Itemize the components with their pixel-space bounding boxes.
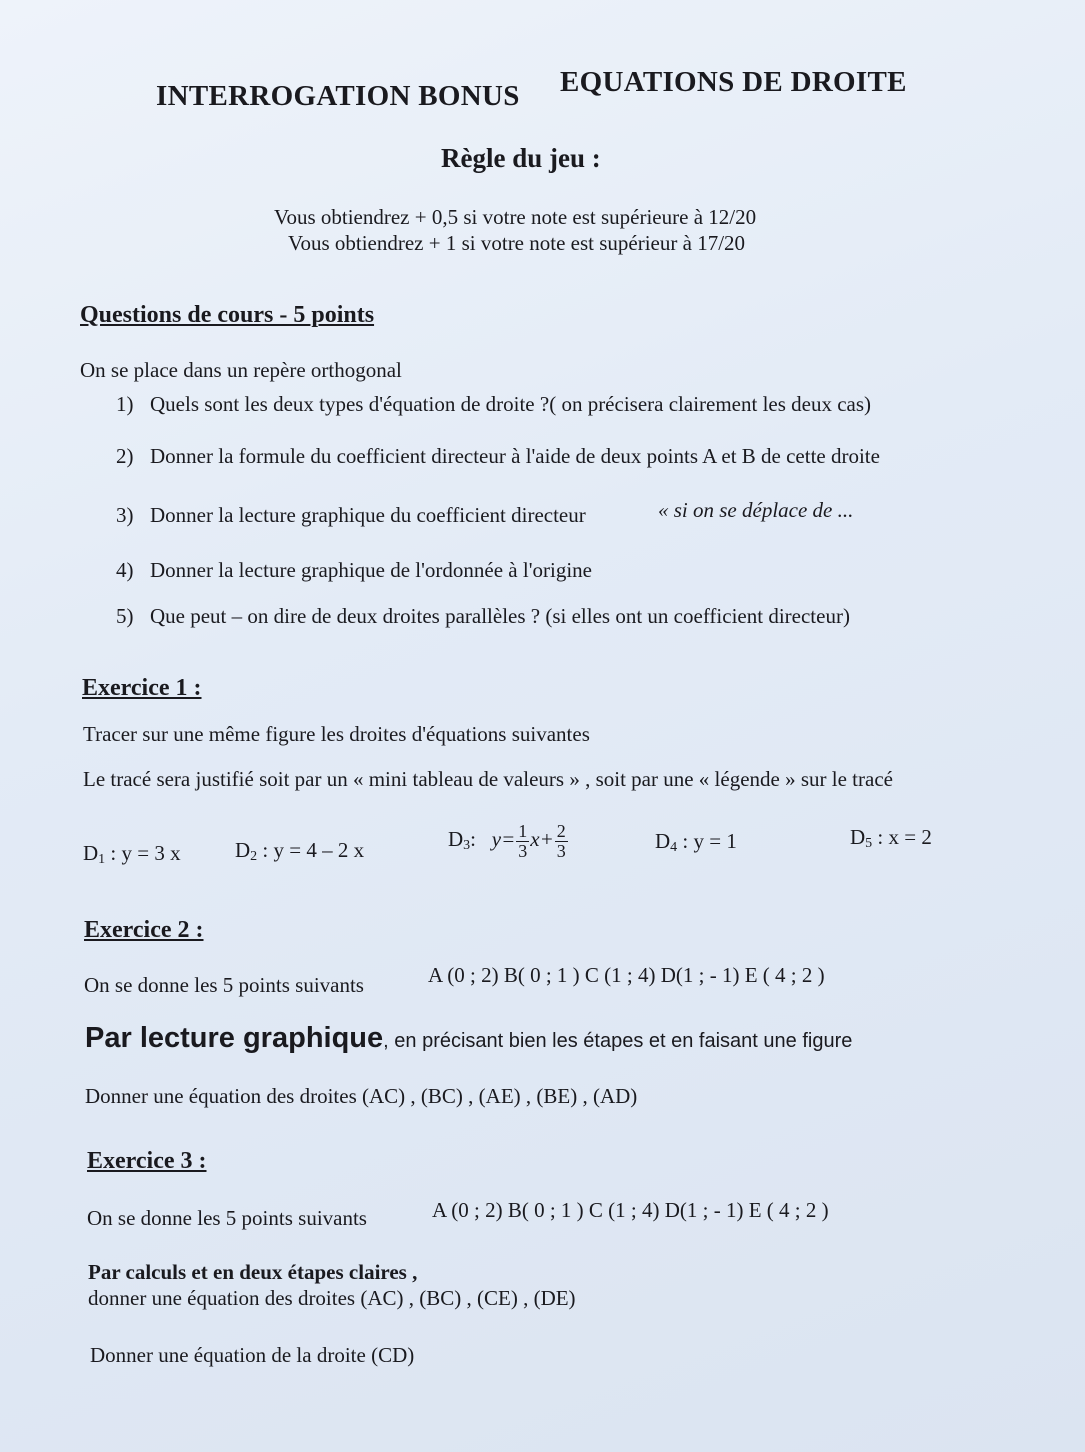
question-number: 2) — [116, 444, 134, 468]
d3-subscript: 3 — [463, 838, 471, 854]
ex3-points: A (0 ; 2) B( 0 ; 1 ) C (1 ; 4) D(1 ; - 1) E ( 4 ; 2 ) — [432, 1198, 829, 1222]
question-3 — [116, 503, 586, 528]
d3-x-plus: x+ — [530, 827, 554, 852]
fraction-one-third — [516, 822, 529, 861]
ex3-calc-task: donner une équation des droites (AC) , (BC) , (CE) , (DE) — [88, 1286, 576, 1310]
question-text: Donner la lecture graphique du coefficient directeur — [150, 503, 586, 527]
question-text: Donner la lecture graphique de l'ordonnée à l'origine — [150, 558, 592, 582]
d4-label: D — [655, 829, 671, 853]
question-text: Donner la formule du coefficient directeur à l'aide de deux points A et B de cette droite — [150, 444, 880, 468]
d2-subscript: 2 — [250, 849, 258, 864]
question-text: Quels sont les deux types d'équation de droite ?( on précisera clairement les deux cas) — [150, 392, 872, 416]
title-left: INTERROGATION BONUS — [156, 80, 520, 112]
denominator: 3 — [518, 840, 528, 861]
rule-line-1: Vous obtiendrez + 0,5 si votre note est supérieure à 12/20 — [274, 205, 757, 229]
ex2-task: Donner une équation des droites (AC) , (BC) , (AE) , (BE) , (AD) — [85, 1084, 638, 1108]
question-number: 5) — [116, 604, 134, 628]
fraction-two-thirds — [555, 822, 568, 861]
question-5 — [116, 604, 850, 629]
question-text: Que peut – on dire de deux droites parallèles ? (si elles ont un coefficient directeur) — [150, 604, 850, 628]
cours-heading: Questions de cours - 5 points — [80, 302, 375, 328]
cours-intro: On se place dans un repère orthogonal — [80, 358, 402, 382]
ex1-heading: Exercice 1 : — [82, 675, 202, 701]
question-2 — [116, 444, 880, 469]
question-number: 3) — [116, 503, 134, 527]
question-3-hint: « si on se déplace de ... — [658, 498, 854, 522]
ex2-heading: Exercice 2 : — [84, 917, 204, 943]
ex1-line-1: Tracer sur une même figure les droites d'équations suivantes — [83, 722, 590, 746]
ex2-points-intro: On se donne les 5 points suivants — [84, 973, 364, 997]
question-number: 4) — [116, 558, 134, 582]
ex2-points: A (0 ; 2) B( 0 ; 1 ) C (1 ; 4) D(1 ; - 1) E ( 4 ; 2 ) — [428, 963, 825, 987]
d1-subscript: 1 — [98, 852, 106, 867]
d2-equation: : y = 4 – 2 x — [262, 838, 365, 862]
ex3-points-intro: On se donne les 5 points suivants — [87, 1206, 367, 1230]
d5-equation: : x = 2 — [877, 825, 932, 849]
numerator: 2 — [556, 821, 566, 841]
d3-label: D — [448, 827, 464, 852]
ex2-lecture-line — [85, 1022, 852, 1055]
d3-y: y= — [491, 827, 516, 852]
ex2-lecture-bold: Par lecture graphique — [85, 1022, 384, 1054]
d5-subscript: 5 — [865, 836, 873, 851]
ex3-calc-bold: Par calculs et en deux étapes claires , — [88, 1260, 418, 1284]
equation-d1 — [83, 841, 181, 868]
ex1-line-2: Le tracé sera justifié soit par un « mini tableau de valeurs » , soit par une « légende » sur le tracé — [83, 767, 893, 791]
d1-equation: : y = 3 x — [110, 841, 181, 865]
numerator: 1 — [518, 821, 528, 841]
d2-label: D — [235, 838, 251, 862]
d5-label: D — [850, 825, 866, 849]
question-number: 1) — [116, 392, 134, 416]
ex2-lecture-rest: , en précisant bien les étapes et en faisant une figure — [383, 1030, 853, 1052]
d3-colon: : — [470, 827, 477, 852]
question-4 — [116, 558, 592, 583]
equation-d3 — [448, 822, 569, 861]
equation-d5 — [850, 825, 932, 852]
d4-subscript: 4 — [670, 840, 678, 855]
ex3-heading: Exercice 3 : — [87, 1148, 207, 1174]
d4-equation: : y = 1 — [682, 829, 737, 853]
title-right: EQUATIONS DE DROITE — [560, 66, 907, 98]
rule-line-2: Vous obtiendrez + 1 si votre note est supérieur à 17/20 — [288, 231, 746, 255]
denominator: 3 — [556, 840, 566, 861]
ex3-cd-task: Donner une équation de la droite (CD) — [90, 1343, 415, 1367]
rules-heading: Règle du jeu : — [441, 143, 601, 173]
d1-label: D — [83, 841, 99, 865]
question-1 — [116, 392, 871, 417]
equation-d2 — [235, 838, 364, 865]
equation-d4 — [655, 829, 737, 856]
